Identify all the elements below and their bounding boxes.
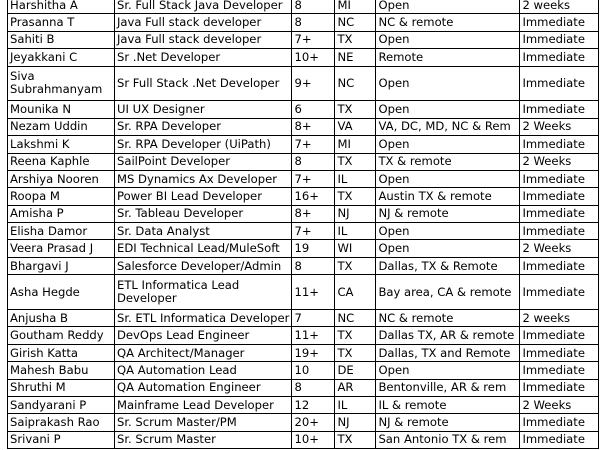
state-cell: IL bbox=[335, 397, 376, 414]
state-cell: IL bbox=[335, 223, 376, 240]
availability-cell: Immediate bbox=[520, 414, 599, 431]
state-cell: TX bbox=[335, 431, 376, 448]
role-cell: Mainframe Lead Developer bbox=[115, 397, 292, 414]
candidate-name-cell: Reena Kaphle bbox=[8, 153, 115, 170]
location-cell: NJ & remote bbox=[376, 414, 520, 431]
availability-cell: 2 Weeks bbox=[520, 240, 599, 257]
location-cell: Austin TX & remote bbox=[376, 188, 520, 205]
location-cell: Open bbox=[376, 31, 520, 48]
experience-cell: 8+ bbox=[292, 205, 335, 222]
availability-cell: 2 Weeks bbox=[520, 118, 599, 135]
candidate-name-cell: Lakshmi K bbox=[8, 136, 115, 153]
candidate-name-cell: Asha Hegde bbox=[8, 275, 115, 310]
state-cell: TX bbox=[335, 257, 376, 274]
availability-cell: Immediate bbox=[520, 14, 599, 31]
experience-cell: 16+ bbox=[292, 188, 335, 205]
availability-cell: Immediate bbox=[520, 344, 599, 361]
table-row bbox=[8, 257, 599, 274]
candidate-name-cell: Mounika N bbox=[8, 101, 115, 118]
state-cell: TX bbox=[335, 188, 376, 205]
state-cell: TX bbox=[335, 344, 376, 361]
availability-cell: Immediate bbox=[520, 362, 599, 379]
table-row bbox=[8, 101, 599, 118]
availability-cell: Immediate bbox=[520, 275, 599, 310]
availability-cell: 2 weeks bbox=[520, 0, 599, 14]
table-row bbox=[8, 275, 599, 310]
candidate-name-cell: Veera Prasad J bbox=[8, 240, 115, 257]
location-cell: Dallas, TX & Remote bbox=[376, 257, 520, 274]
availability-cell: Immediate bbox=[520, 327, 599, 344]
location-cell: NC & remote bbox=[376, 310, 520, 327]
experience-cell: 8 bbox=[292, 0, 335, 14]
location-cell: Remote bbox=[376, 49, 520, 66]
availability-cell: Immediate bbox=[520, 31, 599, 48]
role-cell: Power BI Lead Developer bbox=[115, 188, 292, 205]
state-cell: AR bbox=[335, 379, 376, 396]
availability-cell: Immediate bbox=[520, 170, 599, 187]
candidate-name-cell: Srivani P bbox=[8, 431, 115, 448]
role-cell: UI UX Designer bbox=[115, 101, 292, 118]
table-row bbox=[8, 188, 599, 205]
experience-cell: 10+ bbox=[292, 431, 335, 448]
experience-cell: 8 bbox=[292, 153, 335, 170]
location-cell: San Antonio TX & rem bbox=[376, 431, 520, 448]
table-row bbox=[8, 431, 599, 448]
availability-cell: Immediate bbox=[520, 101, 599, 118]
location-cell: TX & remote bbox=[376, 153, 520, 170]
role-cell: ETL Informatica Lead Developer bbox=[115, 275, 292, 310]
table-row bbox=[8, 379, 599, 396]
role-cell: QA Automation Engineer bbox=[115, 379, 292, 396]
experience-cell: 7+ bbox=[292, 223, 335, 240]
location-cell: Dallas, TX and Remote bbox=[376, 344, 520, 361]
candidate-name-cell: Roopa M bbox=[8, 188, 115, 205]
experience-cell: 12 bbox=[292, 397, 335, 414]
state-cell: TX bbox=[335, 327, 376, 344]
candidate-table bbox=[7, 0, 599, 449]
candidate-name-cell: Elisha Damor bbox=[8, 223, 115, 240]
location-cell: NJ & remote bbox=[376, 205, 520, 222]
candidate-name-cell: Harshitha A bbox=[8, 0, 115, 14]
table-row bbox=[8, 223, 599, 240]
state-cell: TX bbox=[335, 101, 376, 118]
experience-cell: 10 bbox=[292, 362, 335, 379]
availability-cell: Immediate bbox=[520, 379, 599, 396]
availability-cell: Immediate bbox=[520, 66, 599, 101]
experience-cell: 19+ bbox=[292, 344, 335, 361]
availability-cell: Immediate bbox=[520, 188, 599, 205]
experience-cell: 19 bbox=[292, 240, 335, 257]
role-cell: Sr. Scrum Master/PM bbox=[115, 414, 292, 431]
state-cell: TX bbox=[335, 153, 376, 170]
candidate-name-cell: Saiprakash Rao bbox=[8, 414, 115, 431]
table-row bbox=[8, 327, 599, 344]
experience-cell: 8+ bbox=[292, 118, 335, 135]
state-cell: NC bbox=[335, 310, 376, 327]
state-cell: MI bbox=[335, 0, 376, 14]
location-cell: VA, DC, MD, NC & Rem bbox=[376, 118, 520, 135]
location-cell: Open bbox=[376, 240, 520, 257]
state-cell: NJ bbox=[335, 205, 376, 222]
experience-cell: 7+ bbox=[292, 31, 335, 48]
role-cell: Salesforce Developer/Admin bbox=[115, 257, 292, 274]
state-cell: MI bbox=[335, 136, 376, 153]
availability-cell: Immediate bbox=[520, 257, 599, 274]
table-row bbox=[8, 240, 599, 257]
availability-cell: Immediate bbox=[520, 223, 599, 240]
state-cell: NC bbox=[335, 14, 376, 31]
location-cell: Dallas TX, AR & remote bbox=[376, 327, 520, 344]
availability-cell: Immediate bbox=[520, 136, 599, 153]
experience-cell: 8 bbox=[292, 257, 335, 274]
experience-cell: 11+ bbox=[292, 327, 335, 344]
candidate-name-cell: Anjusha B bbox=[8, 310, 115, 327]
table-row bbox=[8, 14, 599, 31]
experience-cell: 6 bbox=[292, 101, 335, 118]
availability-cell: 2 Weeks bbox=[520, 397, 599, 414]
table-row bbox=[8, 205, 599, 222]
state-cell: TX bbox=[335, 31, 376, 48]
location-cell: Open bbox=[376, 0, 520, 14]
experience-cell: 11+ bbox=[292, 275, 335, 310]
location-cell: IL & remote bbox=[376, 397, 520, 414]
experience-cell: 20+ bbox=[292, 414, 335, 431]
state-cell: VA bbox=[335, 118, 376, 135]
role-cell: Sr. RPA Developer bbox=[115, 118, 292, 135]
table-row bbox=[8, 66, 599, 101]
state-cell: CA bbox=[335, 275, 376, 310]
candidate-name-cell: Sandyarani P bbox=[8, 397, 115, 414]
experience-cell: 8 bbox=[292, 379, 335, 396]
experience-cell: 10+ bbox=[292, 49, 335, 66]
location-cell: Bentonville, AR & rem bbox=[376, 379, 520, 396]
experience-cell: 7+ bbox=[292, 136, 335, 153]
availability-cell: Immediate bbox=[520, 431, 599, 448]
table-row bbox=[8, 49, 599, 66]
candidate-name-cell: Girish Katta bbox=[8, 344, 115, 361]
location-cell: Open bbox=[376, 362, 520, 379]
state-cell: NJ bbox=[335, 414, 376, 431]
location-cell: Bay area, CA & remote bbox=[376, 275, 520, 310]
table-row bbox=[8, 31, 599, 48]
table-row bbox=[8, 362, 599, 379]
role-cell: Sr Full Stack .Net Developer bbox=[115, 66, 292, 101]
experience-cell: 7 bbox=[292, 310, 335, 327]
table-row bbox=[8, 310, 599, 327]
state-cell: NC bbox=[335, 66, 376, 101]
candidate-name-cell: Nezam Uddin bbox=[8, 118, 115, 135]
role-cell: Sr. Data Analyst bbox=[115, 223, 292, 240]
location-cell: Open bbox=[376, 223, 520, 240]
role-cell: Sr. ETL Informatica Developer bbox=[115, 310, 292, 327]
candidate-name-cell: Goutham Reddy bbox=[8, 327, 115, 344]
table-row bbox=[8, 170, 599, 187]
state-cell: NE bbox=[335, 49, 376, 66]
state-cell: WI bbox=[335, 240, 376, 257]
location-cell: Open bbox=[376, 170, 520, 187]
candidate-name-cell: Prasanna T bbox=[8, 14, 115, 31]
candidate-name-cell: Amisha P bbox=[8, 205, 115, 222]
experience-cell: 9+ bbox=[292, 66, 335, 101]
candidate-name-cell: Shruthi M bbox=[8, 379, 115, 396]
experience-cell: 7+ bbox=[292, 170, 335, 187]
table-row bbox=[8, 397, 599, 414]
table-row bbox=[8, 0, 599, 14]
candidate-name-cell: Mahesh Babu bbox=[8, 362, 115, 379]
table-row bbox=[8, 414, 599, 431]
availability-cell: 2 weeks bbox=[520, 310, 599, 327]
availability-cell: Immediate bbox=[520, 49, 599, 66]
table-row bbox=[8, 136, 599, 153]
table-row bbox=[8, 153, 599, 170]
table-row bbox=[8, 344, 599, 361]
location-cell: Open bbox=[376, 101, 520, 118]
candidate-name-cell: Jeyakkani C bbox=[8, 49, 115, 66]
candidate-name-cell: Arshiya Nooren bbox=[8, 170, 115, 187]
role-cell: Java Full stack developer bbox=[115, 31, 292, 48]
availability-cell: Immediate bbox=[520, 205, 599, 222]
candidate-name-cell: Sahiti B bbox=[8, 31, 115, 48]
role-cell: Java Full stack developer bbox=[115, 14, 292, 31]
state-cell: DE bbox=[335, 362, 376, 379]
candidate-table-body bbox=[8, 0, 599, 449]
role-cell: MS Dynamics Ax Developer bbox=[115, 170, 292, 187]
location-cell: Open bbox=[376, 66, 520, 101]
state-cell: IL bbox=[335, 170, 376, 187]
experience-cell: 8 bbox=[292, 14, 335, 31]
role-cell: SailPoint Developer bbox=[115, 153, 292, 170]
location-cell: NC & remote bbox=[376, 14, 520, 31]
role-cell: QA Automation Lead bbox=[115, 362, 292, 379]
role-cell: EDI Technical Lead/MuleSoft bbox=[115, 240, 292, 257]
role-cell: Sr .Net Developer bbox=[115, 49, 292, 66]
candidate-name-cell: Bhargavi J bbox=[8, 257, 115, 274]
role-cell: Sr. RPA Developer (UiPath) bbox=[115, 136, 292, 153]
role-cell: Sr. Tableau Developer bbox=[115, 205, 292, 222]
role-cell: Sr. Scrum Master bbox=[115, 431, 292, 448]
availability-cell: 2 Weeks bbox=[520, 153, 599, 170]
table-row bbox=[8, 118, 599, 135]
role-cell: QA Architect/Manager bbox=[115, 344, 292, 361]
role-cell: Sr. Full Stack Java Developer bbox=[115, 0, 292, 14]
location-cell: Open bbox=[376, 136, 520, 153]
candidate-name-cell: Siva Subrahmanyam bbox=[8, 66, 115, 101]
role-cell: DevOps Lead Engineer bbox=[115, 327, 292, 344]
